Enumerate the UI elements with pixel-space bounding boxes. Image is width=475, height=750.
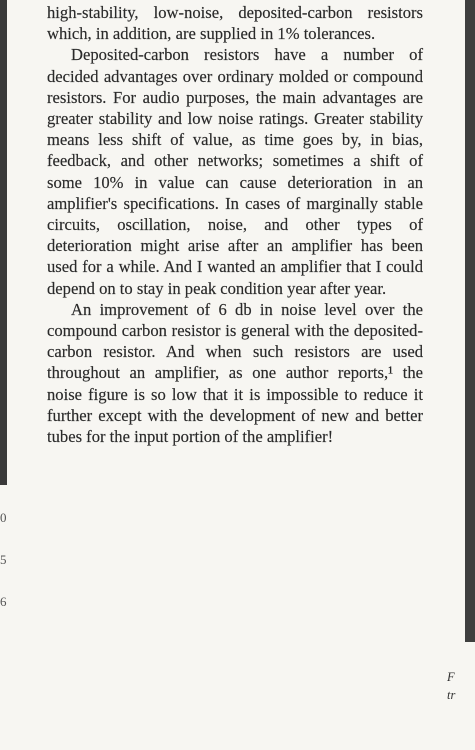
right-figure-edge — [465, 0, 475, 642]
article-column — [47, 2, 423, 447]
paragraph-continuation: high-stability, low-noise, deposited-carbon resistors which, in addition, are supplied in 1% tolerances. — [47, 3, 423, 44]
paragraph-noise-improvement: An improvement of 6 db in noise level over the compound carbon resistor is general with the deposited-carbon resistor. And when such resistors are used throughout an amplifier, as one author reports,¹ the noise figure is so low that it is impossible to reduce it further except with the development of new and better tubes for the input portion of the amplifier! — [47, 299, 423, 447]
caption-fragment-line-2: tr — [447, 688, 456, 702]
left-column-rule — [0, 0, 7, 485]
left-margin-fragment: 0 5 6 — [0, 510, 7, 609]
paragraph-advantages: Deposited-carbon resistors have a number of decided advantages over ordinary molded or compound resistors. For audio purposes, the main advantages are greater stability and low noise ratings. Greater stability means less shift of value, as time goes by, in bias, feedback, and other networks; sometimes a shift of some 10% in value can cause deterioration in an amplifier's specifications. In cases of marginally stable circuits, oscillation, noise, and other types of deterioration might arise after an amplifier has been used for a while. And I wanted an amplifier that I could depend on to stay in peak condition year after year. — [47, 45, 423, 298]
caption-fragment-line-1: F — [447, 670, 455, 684]
figure-caption-fragment — [447, 668, 475, 704]
